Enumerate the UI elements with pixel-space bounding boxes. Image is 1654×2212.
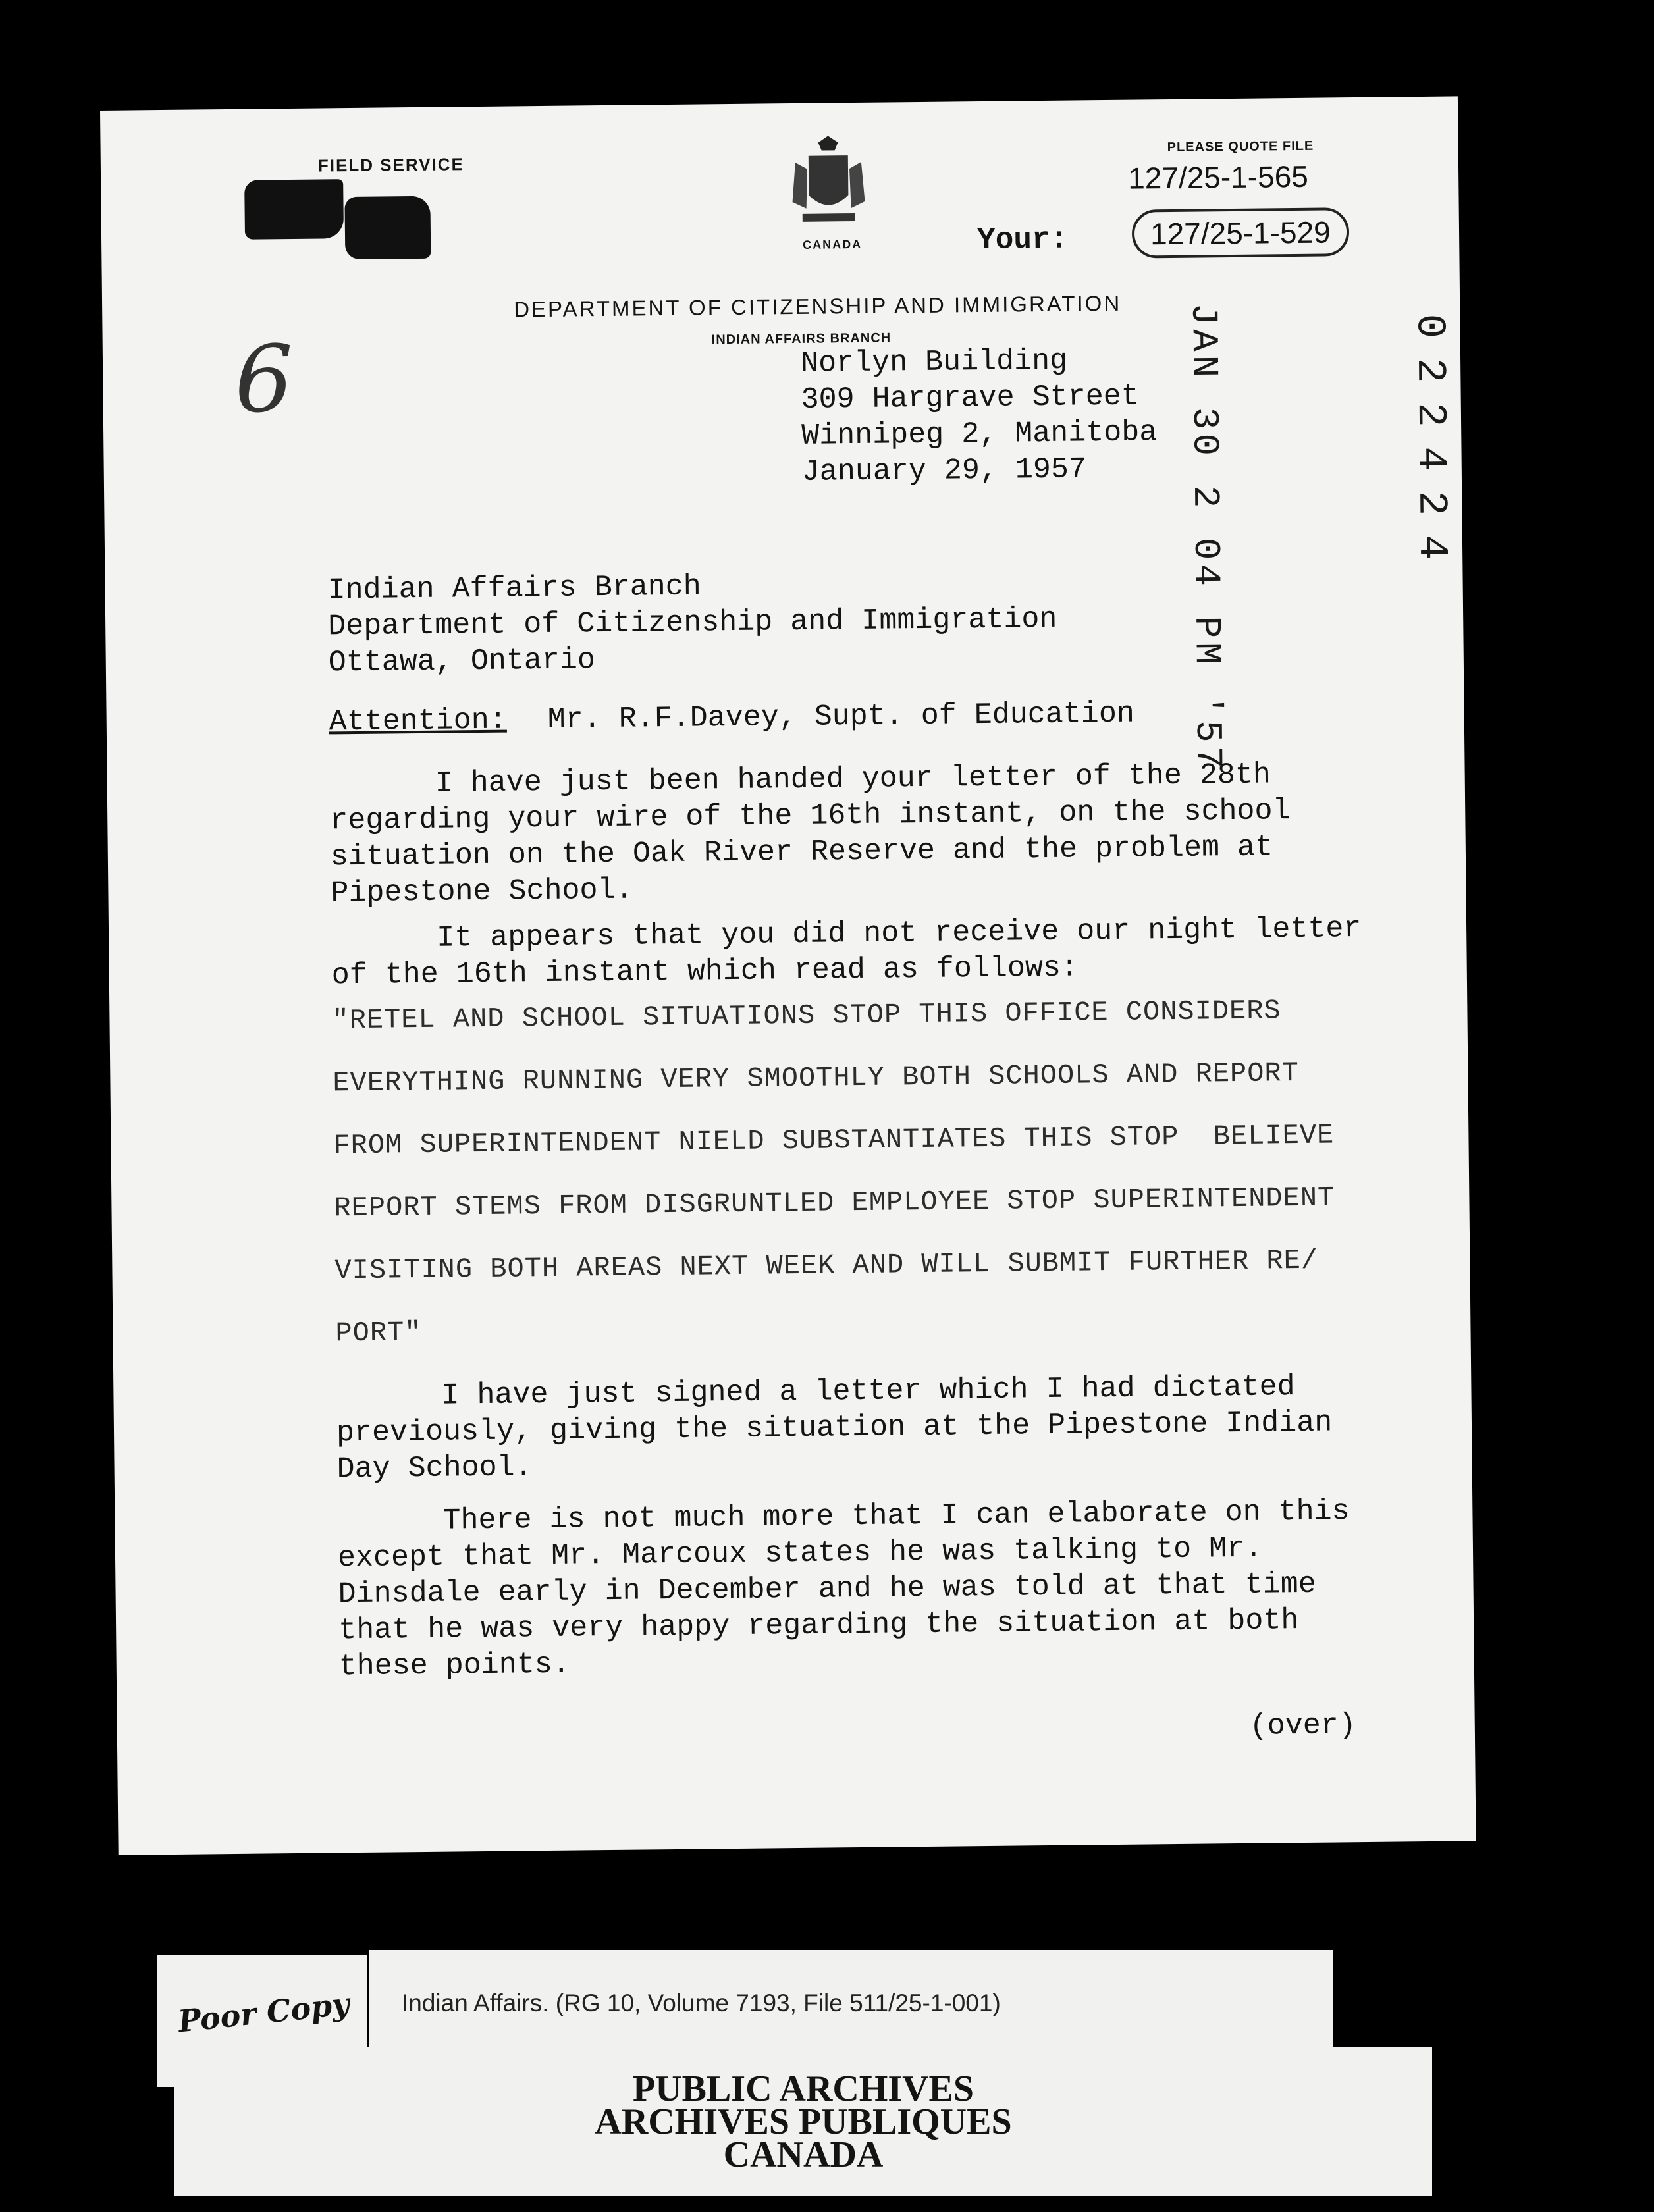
- address-line: Winnipeg 2, Manitoba: [801, 415, 1158, 453]
- handwritten-note: Poor Copy: [176, 1986, 352, 2040]
- telegram-line: EVERYTHING RUNNING VERY SMOOTHLY BOTH SCHOOLS AND REPORT: [333, 1057, 1300, 1099]
- registry-number-stamp: 022424: [1406, 313, 1456, 580]
- archives-title-1: PUBLIC ARCHIVES: [632, 2068, 974, 2109]
- attention-text: Mr. R.F.Davey, Supt. of Education: [547, 697, 1135, 737]
- archives-title-3: CANADA: [723, 2134, 884, 2175]
- your-file-reference: 127/25-1-529: [1132, 207, 1349, 258]
- recipient-line: Department of Citizenship and Immigration: [327, 602, 1057, 644]
- telegram-line: "RETEL AND SCHOOL SITUATIONS STOP THIS OFFICE CONSIDERS: [332, 995, 1281, 1037]
- file-number: 127/25-1-565: [1127, 159, 1309, 196]
- telegram-line: VISITING BOTH AREAS NEXT WEEK AND WILL SUBMIT FURTHER RE/: [334, 1244, 1319, 1287]
- body-paragraph: I have just been handed your letter of the 28th regarding your wire of the 16th instant, on the school situation on the Oak River Reserve and the problem at Pipestone School.: [330, 758, 1291, 910]
- telegram-line: FROM SUPERINTENDENT NIELD SUBSTANTIATES THIS STOP BELIEVE: [333, 1119, 1335, 1162]
- attention-label: Attention:: [329, 703, 508, 739]
- please-quote-file-label: PLEASE QUOTE FILE: [1167, 138, 1314, 155]
- your-label: Your:: [976, 222, 1069, 258]
- branch-name: INDIAN AFFAIRS BRANCH: [711, 330, 892, 348]
- archive-reference-label: [369, 1950, 1333, 2049]
- canada-label: CANADA: [803, 237, 863, 251]
- received-date-stamp: JAN 30 2 04 PM '57: [1182, 303, 1229, 773]
- body-paragraph: It appears that you did not receive our night letter of the 16th instant which read as follows:: [331, 912, 1362, 993]
- field-service-label: FIELD SERVICE: [317, 154, 465, 176]
- address-line: Norlyn Building: [800, 344, 1068, 381]
- body-paragraph: There is not much more that I can elaborate on this except that Mr. Marcoux states he was talking to Mr. Dinsdale early in December and he was told at that time that he was very happy regarding the situation at both these points.: [337, 1494, 1350, 1684]
- recipient-line: Ottawa, Ontario: [328, 643, 596, 680]
- ink-blot: [244, 179, 344, 240]
- address-line: 309 Hargrave Street: [801, 379, 1139, 417]
- telegram-line: REPORT STEMS FROM DISGRUNTLED EMPLOYEE STOP SUPERINTENDENT: [334, 1182, 1335, 1224]
- department-name: DEPARTMENT OF CITIZENSHIP AND IMMIGRATION: [514, 290, 1122, 322]
- recipient-line: Indian Affairs Branch: [327, 569, 701, 608]
- body-paragraph: I have just signed a letter which I had dictated previously, giving the situation at the Pipestone Indian Day School.: [336, 1370, 1333, 1487]
- letter-page: [100, 96, 1476, 1855]
- archives-stamp: [174, 2047, 1432, 2196]
- over-note: (over): [1249, 1708, 1357, 1743]
- handwritten-mark: 6: [234, 325, 294, 434]
- telegram-line: PORT": [335, 1316, 422, 1350]
- coat-of-arms-icon: [782, 136, 875, 235]
- archives-title-2: ARCHIVES PUBLIQUES: [595, 2101, 1012, 2142]
- ink-blot: [344, 196, 431, 259]
- archive-reference: Indian Affairs. (RG 10, Volume 7193, File 511/25-1-001): [402, 1989, 1001, 2016]
- letter-date: January 29, 1957: [801, 452, 1087, 489]
